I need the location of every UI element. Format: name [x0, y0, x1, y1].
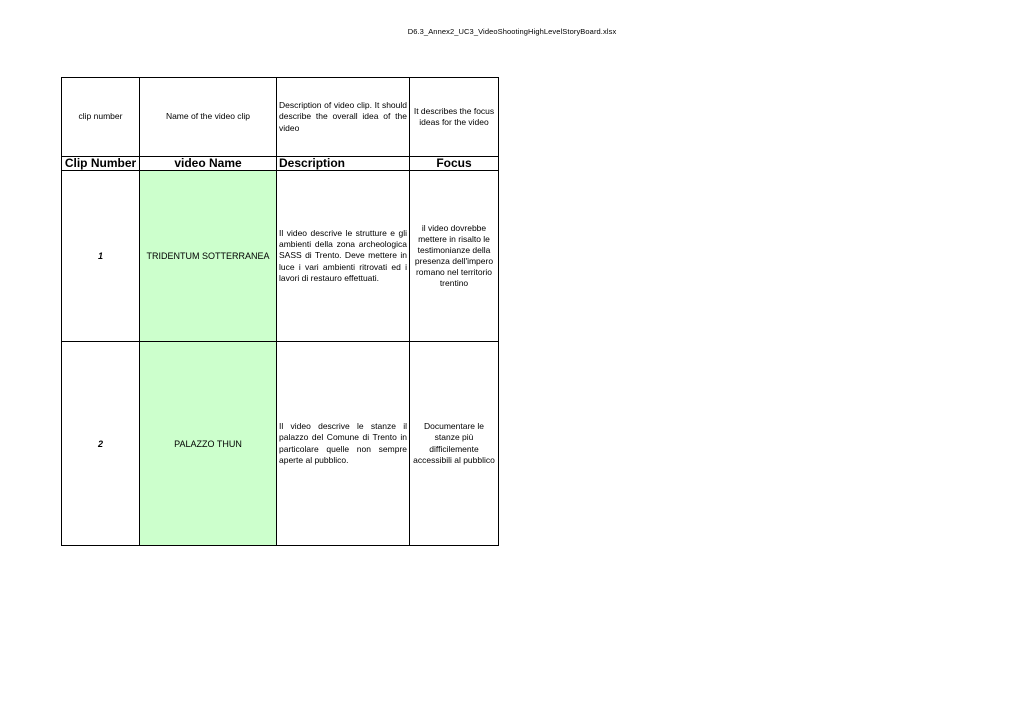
clip-focus-cell: Documentare le stanze più difficilemente accessibili al pubblico — [410, 342, 499, 546]
column-header-video-name: video Name — [140, 157, 277, 171]
clip-name-cell: TRIDENTUM SOTTERRANEA — [140, 171, 277, 342]
table-row — [62, 342, 499, 546]
legend-clip-number: clip number — [62, 78, 140, 157]
document-header: D6.3_Annex2_UC3_VideoShootingHighLevelStoryBoard.xlsx — [407, 27, 617, 36]
legend-row — [62, 78, 499, 157]
column-header-clip-number: Clip Number — [62, 157, 140, 171]
legend-description: Description of video clip. It should describe the overall idea of the video — [277, 78, 410, 157]
legend-focus: It describes the focus ideas for the video — [410, 78, 499, 157]
clip-description-cell: Il video descrive le stanze il palazzo del Comune di Trento in particolare quelle non sempre aperte al pubblico. — [277, 342, 410, 546]
clip-focus-cell: il video dovrebbe mettere in risalto le testimonianze della presenza dell'impero romano nel territorio trentino — [410, 171, 499, 342]
clip-number-cell: 1 — [62, 171, 140, 342]
clip-description-cell: Il video descrive le strutture e gli ambienti della zona archeologica SASS di Trento. Deve mettere in luce i vari ambienti ritrovati ed i lavori di restauro effettuati. — [277, 171, 410, 342]
legend-video-name: Name of the video clip — [140, 78, 277, 157]
clip-number-cell: 2 — [62, 342, 140, 546]
column-header-row — [62, 157, 499, 171]
clip-name-cell: PALAZZO THUN — [140, 342, 277, 546]
column-header-focus: Focus — [410, 157, 499, 171]
column-header-description: Description — [277, 157, 410, 171]
table-row — [62, 171, 499, 342]
storyboard-table — [61, 77, 499, 546]
